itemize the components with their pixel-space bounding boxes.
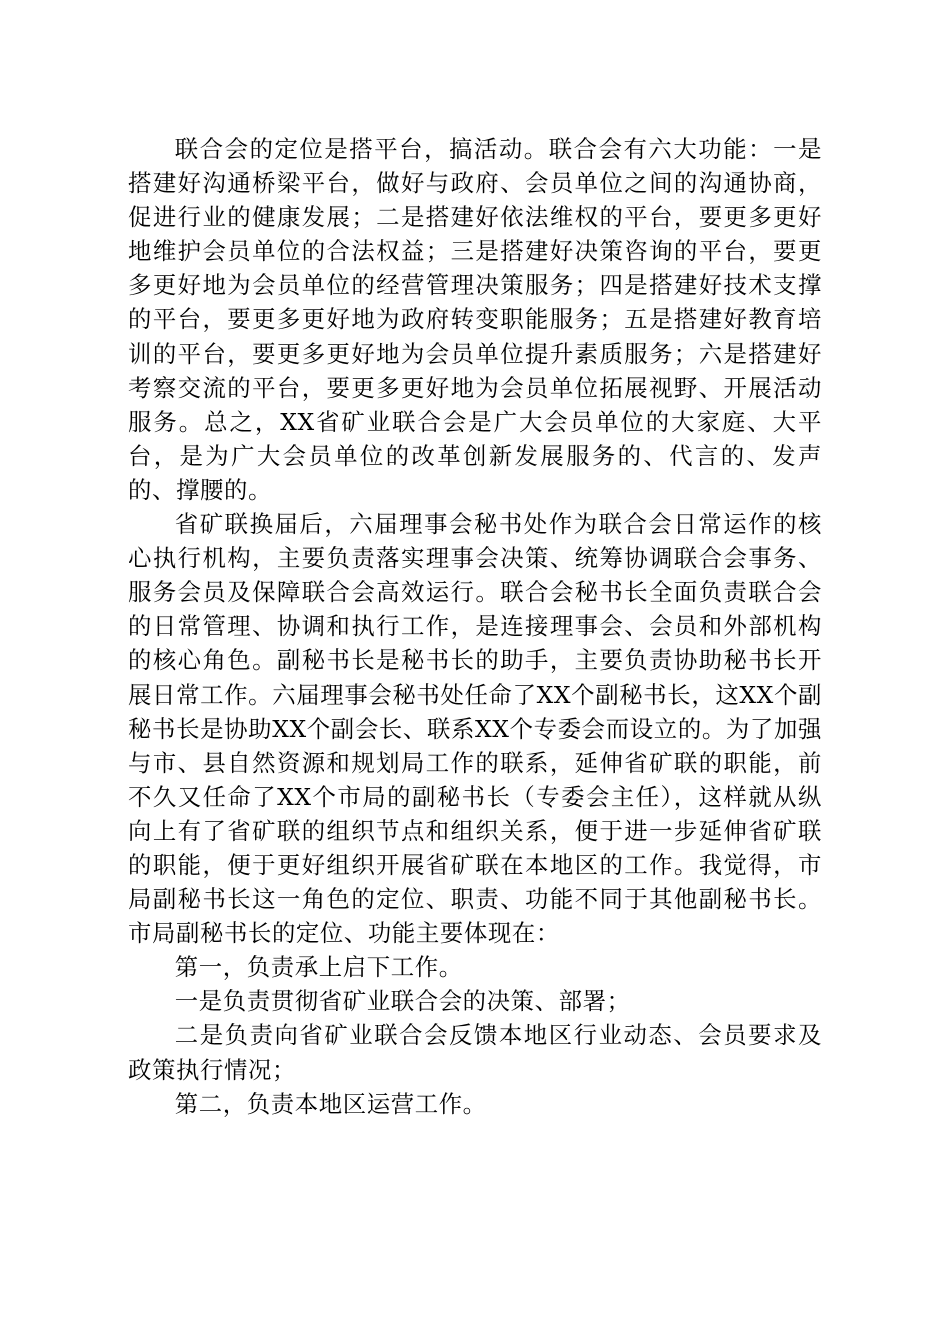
paragraph-secretariat-roles: 省矿联换届后，六届理事会秘书处作为联合会日常运作的核心执行机构，主要负责落实理事会决策、统筹协调联合会事务、服务会员及保障联合会高效运行。联合会秘书长全面负责联合会的日常管理、协调和执行工作，是连接理事会、会员和外部机构的核心角色。副秘书长是秘书长的助手，主要负责协助秘书长开展日常工作。六届理事会秘书处任命了XX个副秘书长，这XX个副秘书长是协助XX个副会长、联系XX个专委会而设立的。为了加强与市、县自然资源和规划局工作的联系，延伸省矿联的职能，前不久又任命了XX个市局的副秘书长（专委会主任），这样就从纵向上有了省矿联的组织节点和组织关系，便于进一步延伸省矿联的职能，便于更好组织开展省矿联在本地区的工作。我觉得，市局副秘书长这一角色的定位、职责、功能不同于其他副秘书长。市局副秘书长的定位、功能主要体现在： [128,510,822,948]
document-body [128,132,822,1121]
paragraph-first-duty-item-2: 二是负责向省矿业联合会反馈本地区行业动态、会员要求及政策执行情况； [128,1021,822,1084]
paragraph-first-duty-item-1: 一是负责贯彻省矿业联合会的决策、部署； [174,987,631,1016]
paragraph-second-duty-heading: 第二，负责本地区运营工作。 [174,1089,487,1118]
paragraph-platform-functions: 联合会的定位是搭平台，搞活动。联合会有六大功能：一是搭建好沟通桥梁平台，做好与政府、会员单位之间的沟通协商，促进行业的健康发展；二是搭建好依法维权的平台，要更多更好地维护会员单位的合法权益；三是搭建好决策咨询的平台，要更多更好地为会员单位的经营管理决策服务；四是搭建好技术支撑的平台，要更多更好地为政府转变职能服务；五是搭建好教育培训的平台，要更多更好地为会员单位提升素质服务；六是搭建好考察交流的平台，要更多更好地为会员单位拓展视野、开展活动服务。总之，XX省矿业联合会是广大会员单位的大家庭、大平台，是为广大会员单位的改革创新发展服务的、代言的、发声的、撑腰的。 [128,135,822,504]
paragraph-first-duty-heading: 第一，负责承上启下工作。 [174,953,463,982]
